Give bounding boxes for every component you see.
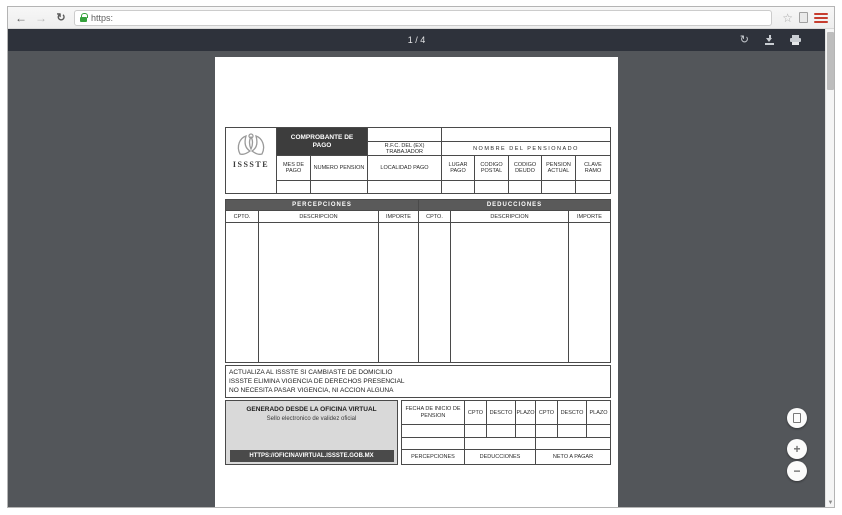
pdf-canvas	[8, 51, 825, 507]
nombre-value-cell	[442, 128, 610, 141]
info-col-header: CODIGO POSTAL	[475, 156, 508, 180]
concepts-table	[225, 199, 611, 363]
page-indicator: 1 / 4	[407, 35, 426, 45]
rfc-value-cell	[368, 128, 441, 141]
fit-to-page-button[interactable]	[787, 408, 807, 428]
mini-col-header: DESCTO	[558, 401, 586, 424]
reload-button[interactable]: ↻	[56, 11, 66, 24]
totals-label: DEDUCCIONES	[465, 450, 535, 464]
zoom-in-button[interactable]: +	[787, 439, 807, 459]
totals-value-cell	[465, 438, 535, 449]
generated-title: GENERADO DESDE LA OFICINA VIRTUAL	[246, 406, 377, 413]
issste-logo	[226, 128, 276, 193]
pdf-toolbar	[8, 29, 825, 51]
totals-value-cell	[536, 438, 610, 449]
percepciones-section-header: PERCEPCIONES	[226, 200, 418, 210]
info-col-header: PENSION ACTUAL	[542, 156, 575, 180]
info-value-cell	[277, 181, 310, 193]
issste-logo-text: ISSSTE	[232, 160, 270, 169]
info-col-header: NUMERO PENSION	[311, 156, 367, 180]
info-col-header: MES DE PAGO	[277, 156, 310, 180]
table-body-cell	[419, 223, 450, 362]
totals-table	[401, 400, 611, 465]
scrollbar-thumb[interactable]	[827, 32, 834, 90]
nombre-label: NOMBRE DEL PENSIONADO	[442, 142, 610, 155]
totals-label: NETO A PAGAR	[536, 450, 610, 464]
info-value-cell	[509, 181, 541, 193]
pdf-toolbar-actions	[740, 35, 825, 46]
table-body-cell	[226, 223, 258, 362]
mini-value-cell	[402, 425, 464, 437]
pension-form	[225, 127, 611, 465]
forward-button[interactable]: →	[35, 10, 47, 25]
fecha-inicio-label: FECHA DE INICIO DE PENSION	[402, 401, 464, 424]
rotate-icon[interactable]: ↻	[739, 33, 749, 46]
oficina-virtual-url: HTTPS://OFICINAVIRTUAL.ISSSTE.GOB.MX	[230, 450, 394, 462]
url-text: https:	[91, 12, 114, 23]
info-col-header: LUGAR PAGO	[442, 156, 474, 180]
form-footer	[225, 400, 611, 465]
table-col-header: DESCRIPCION	[451, 211, 568, 222]
info-value-cell	[311, 181, 367, 193]
totals-label: PERCEPCIONES	[402, 450, 464, 464]
info-value-cell	[442, 181, 474, 193]
generated-subtitle: Sello electronico de validez oficial	[266, 416, 357, 422]
issste-emblem-icon	[234, 130, 268, 162]
vertical-scrollbar[interactable]	[825, 29, 834, 507]
table-body-cell	[379, 223, 418, 362]
form-title: COMPROBANTE DE PAGO	[277, 128, 367, 155]
form-header-table	[225, 127, 611, 194]
totals-value-cell	[402, 438, 464, 449]
mini-value-cell	[587, 425, 610, 437]
deducciones-section-header: DEDUCCIONES	[419, 200, 610, 210]
info-value-cell	[475, 181, 508, 193]
browser-toolbar	[8, 7, 834, 29]
table-col-header: DESCRIPCION	[259, 211, 378, 222]
info-value-cell	[576, 181, 610, 193]
table-body-cell	[569, 223, 610, 362]
info-value-cell	[368, 181, 441, 193]
notes-box	[225, 365, 611, 398]
mini-value-cell	[516, 425, 535, 437]
mini-col-header: PLAZO	[516, 401, 535, 424]
mini-value-cell	[487, 425, 515, 437]
mini-value-cell	[465, 425, 486, 437]
print-icon[interactable]	[790, 35, 801, 45]
info-col-header: CODIGO DEUDO	[509, 156, 541, 180]
fit-to-page-icon	[793, 413, 801, 423]
mini-col-header: CPTO	[465, 401, 486, 424]
rfc-label: R.F.C. DEL (EX) TRABAJADOR	[368, 142, 441, 155]
generated-box	[225, 400, 398, 465]
info-col-header: LOCALIDAD PAGO	[368, 156, 441, 180]
table-body-cell	[259, 223, 378, 362]
note-line: NO NECESITA PASAR VIGENCIA, NI ACCION ALGUNA	[229, 387, 394, 394]
note-line: ISSSTE ELIMINA VIGENCIA DE DERECHOS PRESENCIAL	[229, 378, 405, 385]
bookmark-star-icon[interactable]: ☆	[782, 10, 793, 25]
table-col-header: CPTO.	[419, 211, 450, 222]
mini-value-cell	[558, 425, 586, 437]
info-value-cell	[542, 181, 575, 193]
address-bar[interactable]	[74, 10, 772, 26]
table-col-header: IMPORTE	[569, 211, 610, 222]
mini-value-cell	[536, 425, 557, 437]
mini-col-header: CPTO	[536, 401, 557, 424]
mini-col-header: PLAZO	[587, 401, 610, 424]
browser-window	[7, 6, 835, 508]
mini-col-header: DESCTO	[487, 401, 515, 424]
back-button[interactable]: ←	[15, 10, 27, 25]
table-col-header: IMPORTE	[379, 211, 418, 222]
table-col-header: CPTO.	[226, 211, 258, 222]
info-col-header: CLAVE RAMO	[576, 156, 610, 180]
table-body-cell	[451, 223, 568, 362]
zoom-out-button[interactable]: −	[787, 461, 807, 481]
document-page	[215, 57, 618, 507]
scroll-down-arrow-icon[interactable]: ▼	[827, 500, 834, 506]
https-lock-icon	[80, 17, 87, 22]
download-icon[interactable]	[764, 35, 775, 45]
note-line: ACTUALIZA AL ISSSTE SI CAMBIASTE DE DOMICILIO	[229, 369, 393, 376]
extension-icon[interactable]	[799, 12, 808, 23]
browser-menu-button[interactable]	[814, 12, 828, 24]
